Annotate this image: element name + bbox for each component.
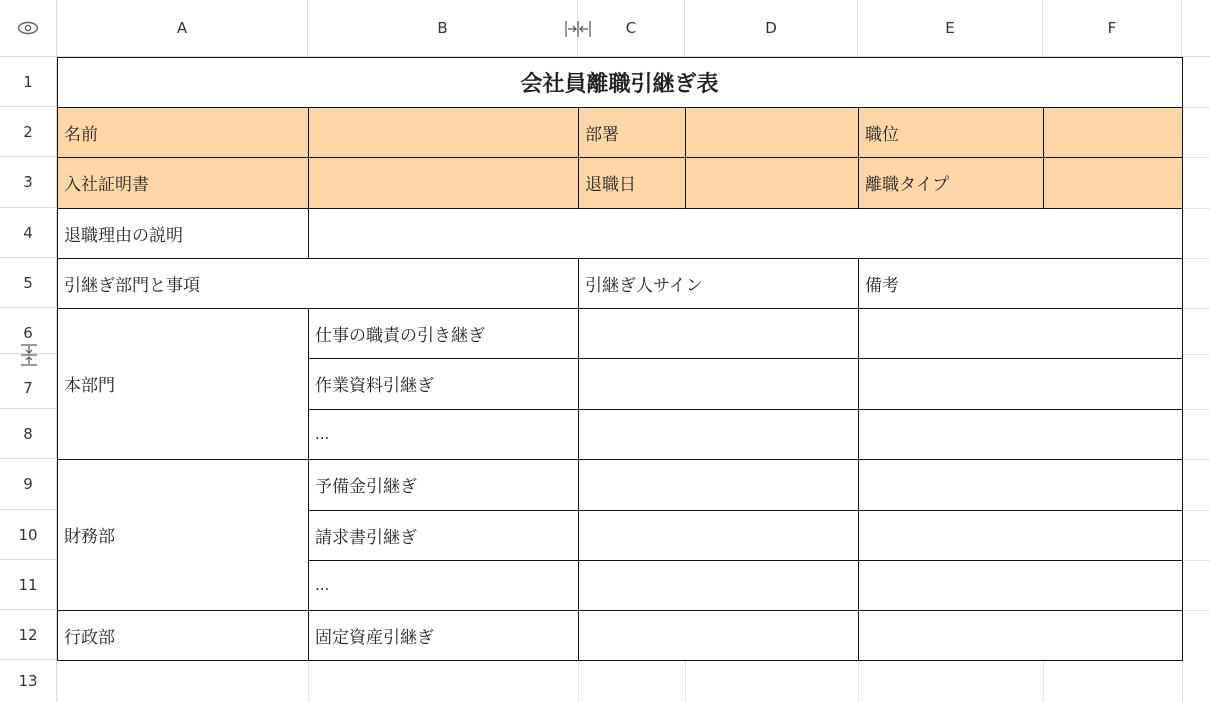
column-header-e[interactable]: E xyxy=(858,0,1043,57)
table-border xyxy=(57,459,1183,460)
cell-a2-name-label[interactable]: 名前 xyxy=(64,124,98,145)
cell-c2-dept-label[interactable]: 部署 xyxy=(585,124,619,145)
cell-b10-finance-item[interactable]: 請求書引継ぎ xyxy=(315,527,417,548)
column-header-extra xyxy=(1182,0,1210,57)
gridline xyxy=(858,661,859,702)
cell-e3-retire-type-label[interactable]: 離職タイプ xyxy=(865,175,950,195)
column-resize-icon[interactable] xyxy=(565,20,591,38)
column-header-d[interactable]: D xyxy=(685,0,858,57)
row-header-2[interactable]: 2 xyxy=(0,107,57,157)
cell-d3[interactable] xyxy=(685,157,858,208)
table-border xyxy=(57,660,1183,661)
gridline xyxy=(308,661,309,702)
gridline xyxy=(1182,258,1210,259)
sheet-title[interactable]: 会社員離職引継ぎ表 xyxy=(520,71,719,97)
cell-a9-finance-dept[interactable]: 財務部 xyxy=(64,527,115,547)
cell-b4-reason-value[interactable] xyxy=(308,208,1182,258)
row-header-8[interactable]: 8 xyxy=(0,409,57,459)
gridline xyxy=(1182,510,1210,511)
cell-e2-position-label[interactable]: 職位 xyxy=(865,124,899,145)
cell-e5-note-label[interactable]: 備考 xyxy=(865,275,899,296)
row-header-3[interactable]: 3 xyxy=(0,157,57,208)
table-border xyxy=(57,208,1183,209)
gridline xyxy=(1182,157,1210,158)
table-border xyxy=(308,358,1183,359)
gridline xyxy=(1043,661,1044,702)
row-header-12[interactable]: 12 xyxy=(0,610,57,660)
cell-b9-finance-item[interactable]: 予備金引継ぎ xyxy=(315,477,417,497)
table-border xyxy=(858,107,859,208)
column-header-b[interactable]: B xyxy=(308,0,578,57)
cell-f3[interactable] xyxy=(1043,157,1182,208)
cell-b7-hq-item[interactable]: 作業資料引継ぎ xyxy=(315,376,434,396)
row-header-5[interactable]: 5 xyxy=(0,258,57,308)
table-border xyxy=(578,258,579,661)
table-border xyxy=(57,57,58,661)
table-border xyxy=(308,560,1183,561)
table-border xyxy=(57,57,1183,58)
gridline xyxy=(685,661,686,702)
table-border xyxy=(57,610,1183,611)
cell-b6-hq-item[interactable]: 仕事の職責の引き継ぎ xyxy=(315,325,485,346)
gridline xyxy=(1182,354,1210,355)
gridline xyxy=(578,661,579,702)
cell-f2[interactable] xyxy=(1043,107,1182,157)
column-header-c[interactable]: C xyxy=(578,0,685,57)
table-border xyxy=(858,258,859,661)
row-header-4[interactable]: 4 xyxy=(0,208,57,258)
cell-a12-admin-dept[interactable]: 行政部 xyxy=(64,627,115,648)
row-header-11[interactable]: 11 xyxy=(0,560,57,610)
table-border xyxy=(1043,107,1044,208)
cell-a4-reason-label[interactable]: 退職理由の説明 xyxy=(64,225,183,246)
gridline xyxy=(1182,208,1210,209)
table-border xyxy=(308,308,309,661)
table-border xyxy=(308,107,309,258)
gridline xyxy=(1182,610,1210,611)
select-all-corner[interactable] xyxy=(0,0,57,57)
table-border xyxy=(57,258,1183,259)
cell-a3-cert-label[interactable]: 入社証明書 xyxy=(64,175,149,195)
table-border xyxy=(308,409,1183,410)
gridline xyxy=(1182,560,1210,561)
row-header-7[interactable]: 7 xyxy=(0,354,57,409)
row-header-9[interactable]: 9 xyxy=(0,459,57,510)
row-header-10[interactable]: 10 xyxy=(0,510,57,560)
eye-icon[interactable] xyxy=(17,21,39,35)
cell-a6-hq-dept[interactable]: 本部門 xyxy=(64,376,115,396)
row-resize-icon[interactable] xyxy=(20,344,38,366)
cell-b11-finance-item[interactable]: ... xyxy=(315,576,330,594)
table-border xyxy=(57,107,1183,108)
table-border xyxy=(308,510,1183,511)
gridline xyxy=(1182,459,1210,460)
cell-c5-sign-label[interactable]: 引継ぎ人サイン xyxy=(585,275,703,296)
gridline xyxy=(1182,409,1210,410)
table-border xyxy=(1182,57,1183,661)
row-header-1[interactable]: 1 xyxy=(0,57,57,107)
cell-b12-admin-item[interactable]: 固定資産引継ぎ xyxy=(315,627,434,648)
column-header-f[interactable]: F xyxy=(1043,0,1182,57)
gridline xyxy=(1182,107,1210,108)
cell-b8-hq-item[interactable]: ... xyxy=(315,425,330,443)
cell-c3-retire-date-label[interactable]: 退職日 xyxy=(585,175,636,195)
row-header-13[interactable]: 13 xyxy=(0,660,57,702)
cell-b2[interactable] xyxy=(308,107,578,157)
table-border xyxy=(578,107,579,208)
cell-a5-handover-dept-label[interactable]: 引継ぎ部門と事項 xyxy=(64,275,200,296)
table-border xyxy=(57,308,1183,309)
row-header-6[interactable]: 6 xyxy=(0,308,57,354)
cell-d2[interactable] xyxy=(685,107,858,157)
cell-b3[interactable] xyxy=(308,157,578,208)
gridline xyxy=(1182,308,1210,309)
column-header-a[interactable]: A xyxy=(57,0,308,57)
table-border xyxy=(685,107,686,208)
table-border xyxy=(57,157,1183,158)
